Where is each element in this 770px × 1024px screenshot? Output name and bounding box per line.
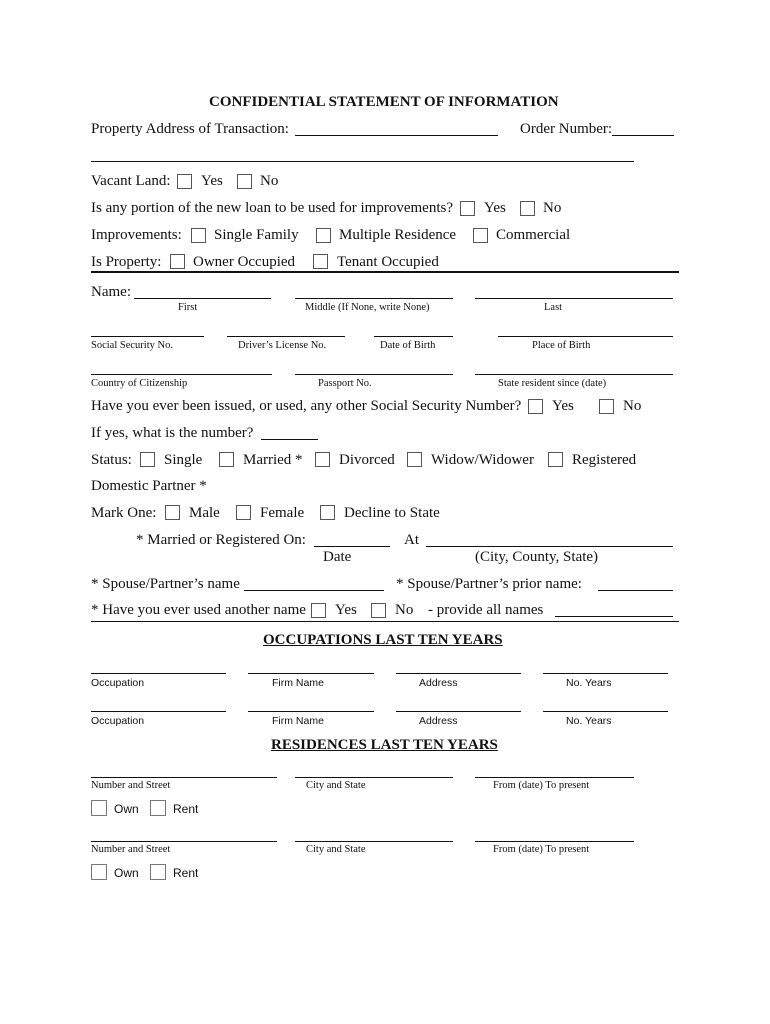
rent-2-checkbox[interactable]: [150, 864, 166, 880]
vacant-land-no-label: No: [260, 173, 279, 189]
other-name-no-label: No: [395, 602, 414, 618]
license-caption: Driver’s License No.: [238, 340, 327, 351]
spouse-prior-label: * Spouse/Partner’s prior name:: [396, 576, 582, 592]
middle-name-caption: Middle (If None, write None): [305, 302, 430, 313]
owner-occupied-checkbox[interactable]: [170, 254, 185, 269]
tenant-occupied-checkbox[interactable]: [313, 254, 328, 269]
multiple-residence-checkbox[interactable]: [316, 228, 331, 243]
dob-caption: Date of Birth: [380, 340, 436, 351]
occupation-1-caption: Occupation: [91, 677, 145, 689]
from-date-2-field[interactable]: [475, 841, 634, 842]
firm-1-caption: Firm Name: [272, 677, 324, 689]
commercial-label: Commercial: [496, 227, 571, 243]
registered-label: Registered: [572, 452, 637, 468]
address-1-caption: Address: [419, 677, 458, 689]
own-2-label: Own: [114, 866, 139, 880]
own-1-label: Own: [114, 802, 139, 816]
other-name-no-checkbox[interactable]: [371, 603, 386, 618]
residences-heading: RESIDENCES LAST TEN YEARS: [271, 737, 498, 753]
other-ssn-yes-checkbox[interactable]: [528, 399, 543, 414]
license-field[interactable]: [227, 336, 345, 337]
own-2-checkbox[interactable]: [91, 864, 107, 880]
order-number-label: Order Number:: [520, 121, 613, 137]
section-divider: [91, 271, 679, 273]
resident-since-caption: State resident since (date): [498, 378, 607, 389]
widow-checkbox[interactable]: [407, 452, 422, 467]
owner-occupied-label: Owner Occupied: [193, 254, 296, 270]
female-label: Female: [260, 505, 305, 521]
other-names-field[interactable]: [555, 616, 673, 617]
divorced-label: Divorced: [339, 452, 395, 468]
vacant-land-yes-label: Yes: [201, 173, 223, 189]
firm-1-field[interactable]: [248, 673, 374, 674]
is-property-label: Is Property:: [91, 254, 162, 270]
provide-names-label: - provide all names: [428, 602, 544, 618]
improvements-loan-no-checkbox[interactable]: [520, 201, 535, 216]
middle-name-field[interactable]: [295, 298, 453, 299]
rent-1-checkbox[interactable]: [150, 800, 166, 816]
dob-field[interactable]: [374, 336, 453, 337]
decline-label: Decline to State: [344, 505, 440, 521]
from-date-1-field[interactable]: [475, 777, 634, 778]
other-name-yes-label: Yes: [335, 602, 357, 618]
section-divider-2: [91, 621, 679, 622]
rent-1-label: Rent: [173, 802, 199, 816]
spouse-name-field[interactable]: [244, 590, 384, 591]
widow-label: Widow/Widower: [431, 452, 534, 468]
citizenship-caption: Country of Citizenship: [91, 378, 188, 389]
order-number-field[interactable]: [612, 135, 674, 136]
married-date-caption: Date: [323, 549, 352, 565]
city-2-caption: City and State: [306, 844, 366, 855]
last-name-caption: Last: [544, 302, 563, 313]
pob-caption: Place of Birth: [532, 340, 591, 351]
married-on-label: * Married or Registered On:: [136, 532, 306, 548]
passport-caption: Passport No.: [318, 378, 372, 389]
spouse-name-label: * Spouse/Partner’s name: [91, 576, 240, 592]
address-2-caption: Address: [419, 715, 458, 727]
other-ssn-label: Have you ever been issued, or used, any other Social Security Number?: [91, 398, 522, 414]
improvements-loan-label: Is any portion of the new loan to be used for improvements?: [91, 200, 453, 216]
improvements-loan-yes-checkbox[interactable]: [460, 201, 475, 216]
ssn-field[interactable]: [91, 336, 204, 337]
other-ssn-no-checkbox[interactable]: [599, 399, 614, 414]
years-2-caption: No. Years: [566, 715, 612, 727]
property-address-field[interactable]: [295, 135, 498, 136]
street-2-field[interactable]: [91, 841, 277, 842]
divorced-checkbox[interactable]: [315, 452, 330, 467]
own-1-checkbox[interactable]: [91, 800, 107, 816]
passport-field[interactable]: [295, 374, 453, 375]
ssn-caption: Social Security No.: [91, 340, 173, 351]
address-1-field[interactable]: [396, 673, 521, 674]
married-checkbox[interactable]: [219, 452, 234, 467]
married-date-field[interactable]: [314, 546, 390, 547]
city-1-caption: City and State: [306, 780, 366, 791]
status-label: Status:: [91, 452, 132, 468]
male-label: Male: [189, 505, 220, 521]
city-2-field[interactable]: [295, 841, 453, 842]
vacant-land-yes-checkbox[interactable]: [177, 174, 192, 189]
years-1-field[interactable]: [543, 673, 668, 674]
page-title: CONFIDENTIAL STATEMENT OF INFORMATION: [209, 94, 559, 110]
street-1-caption: Number and Street: [91, 780, 171, 791]
first-name-caption: First: [178, 302, 198, 313]
first-name-field[interactable]: [134, 298, 271, 299]
single-label: Single: [164, 452, 203, 468]
other-name-yes-checkbox[interactable]: [311, 603, 326, 618]
registered-checkbox[interactable]: [548, 452, 563, 467]
city-1-field[interactable]: [295, 777, 453, 778]
mark-one-label: Mark One:: [91, 505, 157, 521]
name-label: Name:: [91, 284, 131, 300]
improvements-loan-yes-label: Yes: [484, 200, 506, 216]
decline-checkbox[interactable]: [320, 505, 335, 520]
property-address-label: Property Address of Transaction:: [91, 121, 289, 137]
property-address-field-line2[interactable]: [91, 161, 634, 162]
other-ssn-yes-label: Yes: [552, 398, 574, 414]
improvements-loan-no-label: No: [543, 200, 562, 216]
occupations-heading: OCCUPATIONS LAST TEN YEARS: [263, 632, 503, 648]
spouse-prior-field[interactable]: [598, 590, 673, 591]
other-name-label: * Have you ever used another name: [91, 602, 306, 618]
other-ssn-no-label: No: [623, 398, 642, 414]
vacant-land-no-checkbox[interactable]: [237, 174, 252, 189]
multiple-residence-label: Multiple Residence: [339, 227, 457, 243]
male-checkbox[interactable]: [165, 505, 180, 520]
occupation-2-field[interactable]: [91, 711, 226, 712]
occupation-2-caption: Occupation: [91, 715, 145, 727]
address-2-field[interactable]: [396, 711, 521, 712]
pob-field[interactable]: [498, 336, 673, 337]
street-2-caption: Number and Street: [91, 844, 171, 855]
domestic-partner-label: Domestic Partner *: [91, 478, 207, 494]
vacant-land-label: Vacant Land:: [91, 173, 171, 189]
commercial-checkbox[interactable]: [473, 228, 488, 243]
resident-since-field[interactable]: [475, 374, 673, 375]
tenant-occupied-label: Tenant Occupied: [337, 254, 439, 270]
from-date-2-caption: From (date) To present: [493, 844, 590, 855]
if-yes-label: If yes, what is the number?: [91, 425, 254, 441]
last-name-field[interactable]: [475, 298, 673, 299]
rent-2-label: Rent: [173, 866, 199, 880]
citizenship-field[interactable]: [91, 374, 272, 375]
years-1-caption: No. Years: [566, 677, 612, 689]
years-2-field[interactable]: [543, 711, 668, 712]
single-family-label: Single Family: [214, 227, 299, 243]
single-checkbox[interactable]: [140, 452, 155, 467]
other-ssn-number-field[interactable]: [261, 439, 318, 440]
married-at-label: At: [404, 532, 419, 548]
married-place-caption: (City, County, State): [475, 549, 599, 565]
occupation-1-field[interactable]: [91, 673, 226, 674]
married-label: Married *: [243, 452, 303, 468]
from-date-1-caption: From (date) To present: [493, 780, 590, 791]
married-place-field[interactable]: [426, 546, 673, 547]
firm-2-caption: Firm Name: [272, 715, 324, 727]
improvements-label: Improvements:: [91, 227, 182, 243]
firm-2-field[interactable]: [248, 711, 374, 712]
single-family-checkbox[interactable]: [191, 228, 206, 243]
female-checkbox[interactable]: [236, 505, 251, 520]
street-1-field[interactable]: [91, 777, 277, 778]
